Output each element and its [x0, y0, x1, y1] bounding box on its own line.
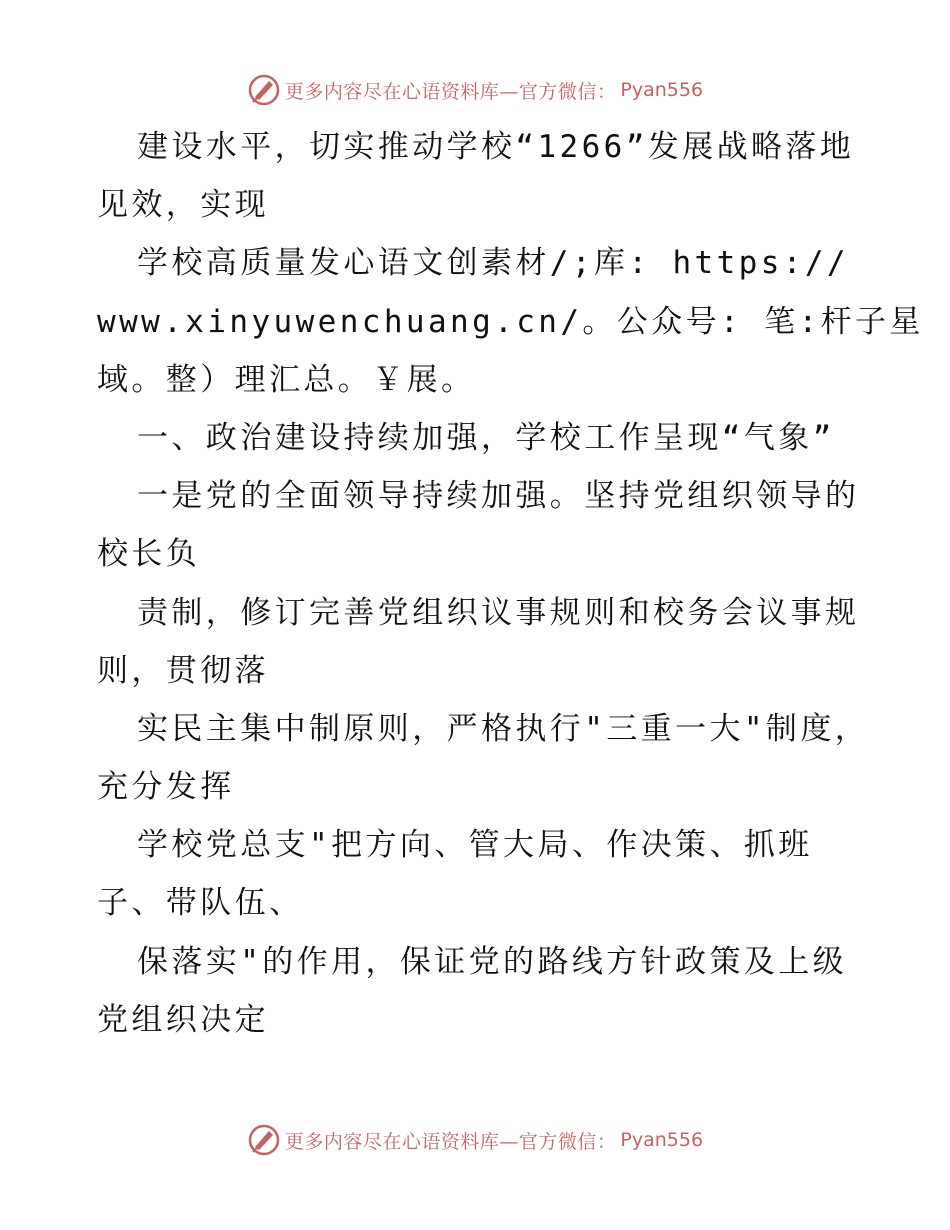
header-watermark: [0, 70, 950, 110]
pen-nib-logo-icon: [247, 73, 281, 107]
text-line: 党组织决定: [97, 1001, 269, 1038]
watermark-wechat-id: Pyan556: [620, 79, 704, 101]
text-line: 保落实"的作用，保证党的路线方针政策及上级: [137, 943, 848, 980]
text-line: www.xinyuwenchuang.cn/。公众号: 笔:杆子星: [97, 303, 924, 340]
text-line: 建设水平，切实推动学校“1266”发展战略落地: [137, 129, 855, 165]
text-line: 一是党的全面领导持续加强。坚持党组织领导的: [137, 478, 860, 515]
text-line: 则，贯彻落: [97, 652, 269, 689]
watermark-wechat-id: Pyan556: [620, 1129, 704, 1151]
text-line: 子、带队伍、: [97, 885, 304, 922]
text-line: 校长负: [97, 536, 201, 573]
pen-nib-logo-icon: [247, 1123, 281, 1157]
text-line: 学校高质量发心语文创素材/;库: https://: [137, 245, 849, 282]
watermark-group: [247, 73, 703, 107]
footer-watermark: [0, 1120, 950, 1160]
text-line: 充分发挥: [97, 769, 235, 806]
text-line: 责制，修订完善党组织议事规则和校务会议事规: [137, 594, 860, 631]
text-line: 一、政治建设持续加强，学校工作呈现“气象”: [137, 419, 835, 456]
text-line: 学校党总支"把方向、管大局、作决策、抓班: [137, 827, 813, 864]
watermark-text: 更多内容尽在心语资料库—官方微信：: [284, 1130, 617, 1153]
watermark-group: [247, 1123, 703, 1157]
text-line: 见效，实现: [97, 187, 269, 224]
document-body: [97, 118, 924, 1049]
watermark-text: 更多内容尽在心语资料库—官方微信：: [284, 80, 617, 103]
text-line: 实民主集中制原则，严格执行"三重一大"制度，: [137, 710, 870, 747]
text-line: 域。整）理汇总。￥展。: [97, 361, 476, 398]
